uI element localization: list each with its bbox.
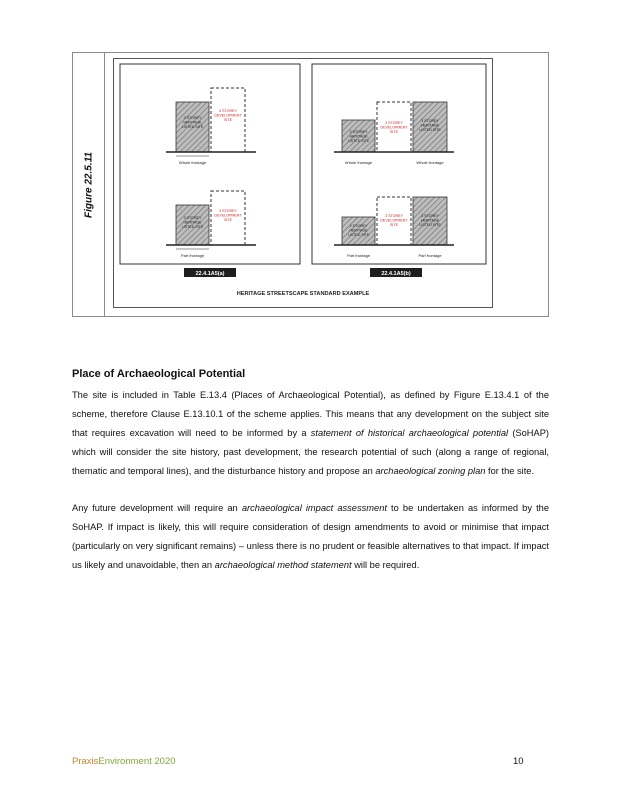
heritage-label-text: 2 STOREY HERITAGE LISTED SITE bbox=[347, 130, 370, 143]
dev-label-text: 3 STOREY DEVELOPMENT SITE bbox=[380, 121, 408, 134]
panel-a-frame bbox=[120, 64, 300, 264]
figure-label: Figure 22.5.11 bbox=[83, 152, 95, 218]
figure-table bbox=[72, 52, 549, 317]
figure-label-cell bbox=[73, 53, 105, 316]
panel-a-tag: 22.4.1A5(a) bbox=[195, 271, 225, 277]
footer-brand bbox=[72, 756, 176, 767]
brand-environment: Environment bbox=[98, 756, 152, 767]
frontage-label: Whole frontage bbox=[178, 160, 207, 165]
heritage-label-text: 3 STOREY HERITAGE LISTED SITE bbox=[419, 119, 441, 132]
frontage-label: Whole frontage bbox=[416, 160, 444, 165]
heritage-label-text: 3 STOREY HERITAGE LISTED SITE bbox=[181, 216, 204, 229]
footer-year: 2020 bbox=[151, 756, 176, 767]
paragraph-archaeological-potential: The site is included in Table E.13.4 (Places of Archaeological Potential), as defined by Figure E.13.4.1 of the scheme, therefore Clause E.13.10.1 of the scheme applies. This means that any development on the subject site that requires excavation will need to be informed by a statement of historical archaeological potential (SoHAP) which will consider the site history, past development, the research potential of such (along a range of regional, thematic and temporal lines), and the disturbance history and propose an archaeological zoning plan for the site. bbox=[72, 390, 549, 476]
heritage-streetscape-diagram bbox=[113, 58, 493, 308]
panel-b-tag: 22.4.1A5(b) bbox=[381, 271, 411, 277]
dev-label-text: 3 STOREY DEVELOPMENT SITE bbox=[214, 209, 242, 222]
frontage-label: Whole frontage bbox=[344, 160, 373, 165]
paragraph-impact-assessment: Any future development will require an archaeological impact assessment to be undertaken as informed by the SoHAP. If impact is likely, this will require consideration of design amendments to avoid or minimise that impact (particularly on very significant remains) – unless there is no prudent or feasible alternatives to that impact. If impact us likely and unavoidable, then an archaeological method statement will be required. bbox=[72, 503, 549, 570]
brand-praxis: Praxis bbox=[72, 756, 99, 767]
heritage-label-text: 3 STOREY HERITAGE LISTED SITE bbox=[419, 214, 441, 227]
dev-label-text: 4 STOREY DEVELOPMENT SITE bbox=[214, 109, 242, 122]
heritage-label-text: 2 STOREY HERITAGE LISTED SITE bbox=[347, 224, 370, 237]
diagram-svg bbox=[114, 59, 492, 307]
panel-b-frame bbox=[312, 64, 486, 264]
frontage-label: Part frontage bbox=[180, 253, 205, 258]
page-number: 10 bbox=[513, 756, 524, 767]
heritage-label-text: 3 STOREY HERITAGE LISTED SITE bbox=[181, 116, 204, 129]
figure-caption: HERITAGE STREETSCAPE STANDARD EXAMPLE bbox=[236, 291, 370, 297]
section-heading: Place of Archaeological Potential bbox=[72, 368, 246, 380]
dev-label-text: 3 STOREY DEVELOPMENT SITE bbox=[380, 214, 408, 227]
frontage-label: Part frontage bbox=[346, 253, 371, 258]
frontage-label: Part frontage bbox=[418, 253, 442, 258]
